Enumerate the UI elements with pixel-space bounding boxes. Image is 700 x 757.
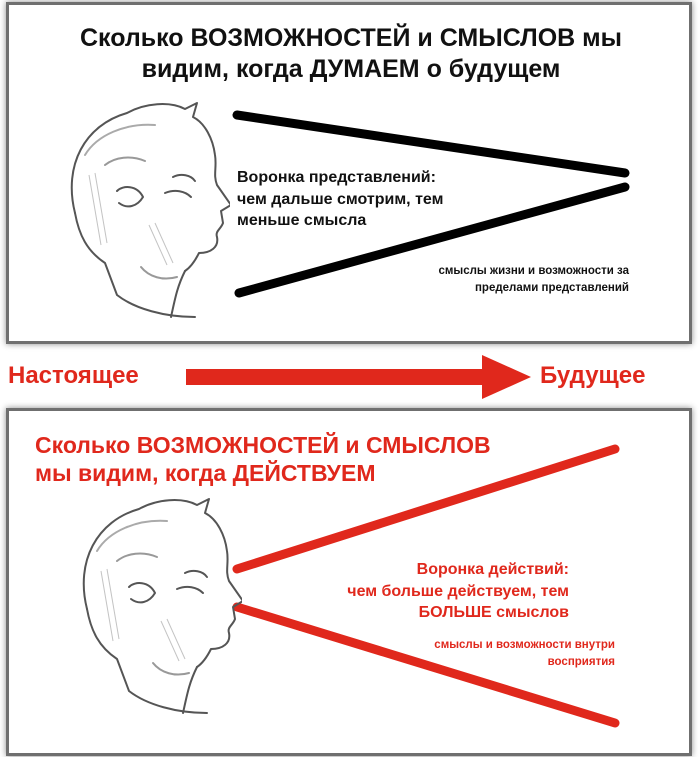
outside-meanings-note [379,263,629,296]
timeline-arrow-icon [186,355,531,399]
panel-title: Сколько ВОЗМОЖНОСТЕЙ и СМЫСЛОВ мы видим, когда ДУМАЕМ о будущем [79,24,622,83]
funnel-line-2: чем больше действуем, тем [347,582,569,600]
note-line-1: смыслы и возможности внутри [434,639,615,651]
title-line-1: Сколько ВОЗМОЖНОСТЕЙ и СМЫСЛОВ [35,432,491,458]
arrow-shaft [186,369,486,385]
funnel-line-1: Воронка представлений: [237,169,436,186]
funnel-line-1: Воронка действий: [416,561,569,578]
funnel-description [279,559,569,624]
inside-meanings-note [369,637,615,670]
note-line-1: смыслы жизни и возможности за [438,265,629,277]
thinking-panel [6,2,692,344]
funnel-line-2: чем дальше смотрим, тем [237,190,444,208]
funnel-line-3: БОЛЬШЕ смыслов [418,604,569,622]
arrow-head [482,355,531,399]
acting-panel [6,408,692,756]
funnel-upper-line [237,115,625,173]
note-line-2: восприятия [547,655,615,668]
present-label: Настоящее [8,362,139,389]
title-line-2: мы видим, когда ДЕЙСТВУЕМ [35,460,376,487]
head-sketch-icon [45,95,230,320]
note-line-2: пределами представлений [474,281,629,294]
funnel-description [237,167,497,232]
panel-title [35,431,595,487]
future-label: Будущее [540,362,646,389]
funnel-line-3: меньше смысла [237,212,367,230]
head-sketch-icon [57,491,242,716]
timeline [0,350,700,402]
